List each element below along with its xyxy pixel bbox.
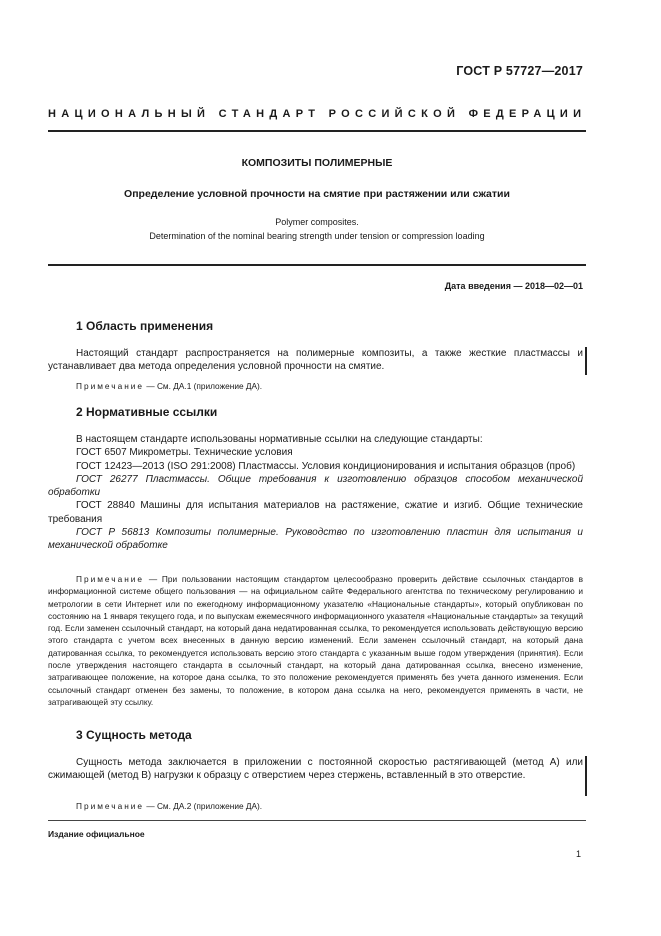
change-bar — [585, 347, 587, 375]
english-title — [48, 215, 586, 243]
english-title-line1: Polymer composites. — [275, 217, 359, 227]
footer-rule — [48, 820, 586, 821]
ref-gost-12423: ГОСТ 12423—2013 (ISO 291:2008) Пластмассы. Условия кондиционирования и испытания образцов (проб) — [76, 460, 576, 472]
ref-gost-28840: ГОСТ 28840 Машины для испытания материалов на растяжение, сжатие и изгиб. Общие технические требования — [48, 500, 583, 525]
section-3-note — [48, 800, 583, 812]
gost-code: ГОСТ Р 57727—2017 — [456, 64, 583, 78]
title-rule — [48, 264, 586, 266]
note-text: — См. ДА.1 (приложение ДА). — [144, 381, 263, 391]
page-number: 1 — [575, 849, 581, 859]
english-title-line2: Determination of the nominal bearing strength under tension or compression loading — [149, 231, 485, 241]
ref-gost-26277: ГОСТ 26277 Пластмассы. Общие требования к изготовлению образцов способом механической обработки — [48, 473, 583, 499]
note-text: — См. ДА.2 (приложение ДА). — [144, 801, 263, 811]
note-label: Примечание — [76, 381, 145, 391]
change-bar — [585, 756, 587, 796]
ref-gost-r-56813: ГОСТ Р 56813 Композиты полимерные. Руководство по изготовлению пластин для испытания и механической обработке — [48, 527, 583, 552]
section-3-heading: 3 Сущность метода — [76, 728, 192, 742]
edition-label: Издание официальное — [48, 829, 145, 839]
header-rule — [48, 130, 586, 132]
intro-date: Дата введения — 2018—02—01 — [444, 281, 583, 291]
section-2-note — [48, 573, 583, 708]
section-3-text: Сущность метода заключается в приложении с постоянной скоростью растягивающей (метод А) или сжимающей (метод В) нагрузки к образцу с отверстием через стержень, вставленный в это отверстие. — [48, 757, 583, 782]
note-text: — При пользовании настоящим стандартом целесообразно проверить действие ссылочных стандартов в информационной системе общего пользования — на официальном сайте Федерального агентства по техническому регулированию и метрологии в сети Интернет или по ежегодному информационному указателю «Национальные стандарты», который опубликован по состоянию на 1 января текущего года, и по выпускам ежемесячного информационного указателя «Национальные стандарты» за текущий год. Если заменен ссылочный стандарт, на который дана недатированная ссылка, то рекомендуется использовать действующую версию этого стандарта с учетом всех внесенных в данную версию изменений. Если заменен ссылочный стандарт, на который дана датированная ссылка, то рекомендуется использовать версию этого стандарта с указанным выше годом утверждения (принятия). Если после утверждения настоящего стандарта в ссылочный стандарт, на который дана датированная ссылка, внесено изменение, затрагивающее положение, на которое дана ссылка, то это положение рекомендуется применять без учета данного изменения. Если ссылочный стандарт отменен без замены, то положение, в котором дана ссылка на него, рекомендуется применять в части, не затрагивающей эту ссылку. — [48, 574, 583, 707]
section-1-note — [48, 380, 583, 392]
national-standard-banner: НАЦИОНАЛЬНЫЙ СТАНДАРТ РОССИЙСКОЙ ФЕДЕРАЦИИ — [48, 108, 587, 120]
refs-intro: В настоящем стандарте использованы нормативные ссылки на следующие стандарты: — [76, 434, 483, 445]
note-label: Примечание — [76, 801, 145, 811]
document-title: КОМПОЗИТЫ ПОЛИМЕРНЫЕ — [241, 157, 393, 169]
ref-gost-6507: ГОСТ 6507 Микрометры. Технические условия — [76, 447, 293, 459]
section-2-refs — [48, 433, 583, 553]
note-label: Примечание — [76, 574, 145, 584]
section-1-heading: 1 Область применения — [76, 319, 214, 333]
section-1-text: Настоящий стандарт распространяется на полимерные композиты, а также жесткие пластмассы и устанавливает два метода определения условной прочности на смятие. — [48, 348, 583, 373]
document-subtitle: Определение условной прочности на смятие при растяжении или сжатии — [124, 188, 510, 200]
section-2-heading: 2 Нормативные ссылки — [76, 405, 218, 419]
